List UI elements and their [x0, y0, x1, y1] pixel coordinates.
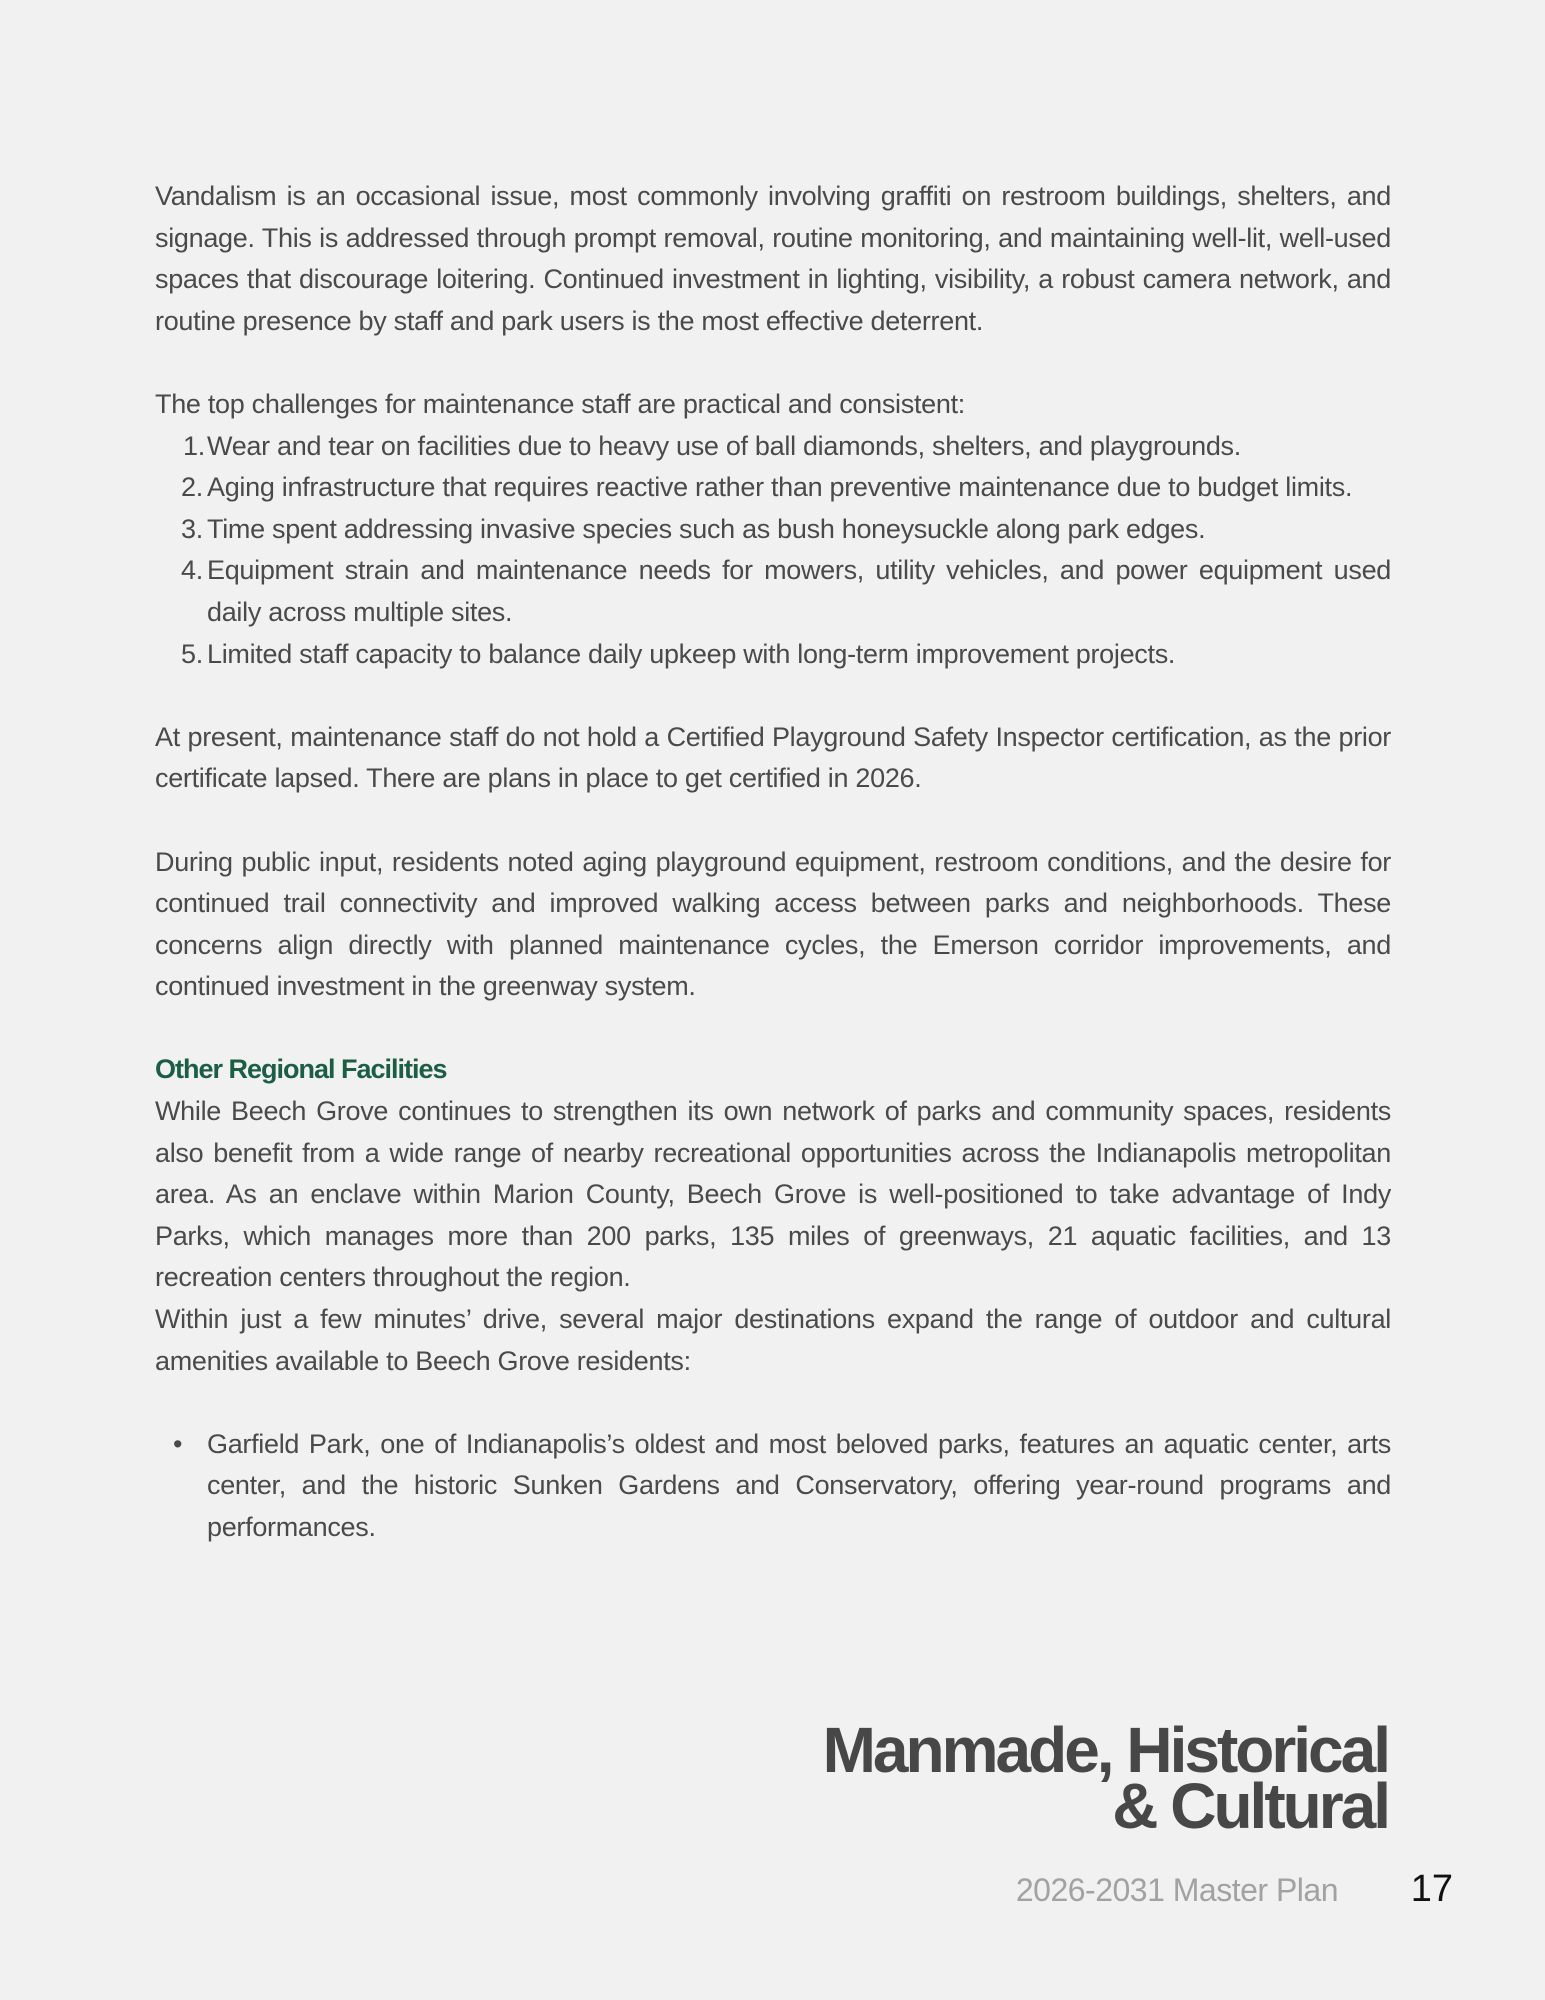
challenges-intro: The top challenges for maintenance staff are practical and consistent: — [155, 388, 965, 419]
list-number: 2. — [181, 472, 203, 503]
list-item-text: Aging infrastructure that requires reactive rather than preventive maintenance due to budget limits. — [207, 472, 1353, 503]
list-item-text: Time spent addressing invasive species such as bush honeysuckle along park edges. — [207, 513, 1206, 544]
list-item — [155, 634, 1391, 676]
list-item — [155, 550, 1391, 633]
bullet-icon: • — [173, 1428, 183, 1459]
certification-paragraph: At present, maintenance staff do not hold a Certified Playground Safety Inspector certification, as the prior certificate lapsed. There are plans in place to get certified in 2026. — [155, 721, 1391, 794]
list-number: 1. — [183, 430, 205, 461]
plan-label: 2026-2031 Master Plan — [1015, 1872, 1338, 1908]
list-item-text: Garfield Park, one of Indianapolis’s oldest and most beloved parks, features an aquatic center, arts center, and the historic Sunken Gardens and Conservatory, offering year-round programs and performances. — [207, 1428, 1391, 1542]
list-number: 4. — [181, 555, 203, 586]
chapter-title — [822, 1714, 1388, 1842]
destinations-list — [155, 1424, 1391, 1549]
challenges-list — [155, 426, 1391, 676]
list-item-text: Limited staff capacity to balance daily upkeep with long-term improvement projects. — [207, 638, 1176, 669]
list-item — [155, 467, 1391, 509]
list-item — [155, 1424, 1391, 1549]
vandalism-paragraph: Vandalism is an occasional issue, most commonly involving graffiti on restroom buildings, shelters, and signage. This is addressed through prompt removal, routine monitoring, and maintaining well-lit, well-used spaces that discourage loitering. Continued investment in lighting, visibility, a robust camera network, and routine presence by staff and park users is the most effective deterrent. — [155, 181, 1391, 336]
list-number: 5. — [181, 638, 203, 669]
list-number: 3. — [181, 513, 203, 544]
regional-paragraph-1: While Beech Grove continues to strengthen its own network of parks and community spaces, residents also benefit from a wide range of nearby recreational opportunities across the Indianapolis metropolitan area. As an enclave within Marion County, Beech Grove is well-positioned to take advantage of Indy Parks, which manages more than 200 parks, 135 miles of greenways, 21 aquatic facilities, and 13 recreation centers throughout the region. — [155, 1096, 1391, 1293]
section-heading: Other Regional Facilities — [155, 1054, 447, 1085]
list-item — [155, 426, 1391, 468]
regional-paragraph-2: Within just a few minutes’ drive, several major destinations expand the range of outdoor and cultural amenities available to Beech Grove residents: — [155, 1304, 1391, 1376]
public-input-paragraph: During public input, residents noted aging playground equipment, restroom conditions, and the desire for continued trail connectivity and improved walking access between parks and neighborhoods. These concerns align directly with planned maintenance cycles, the Emerson corridor improvements, and continued investment in the greenway system. — [155, 846, 1391, 1002]
chapter-title-line-2: & Cultural — [1112, 1770, 1388, 1842]
list-item-text: Wear and tear on facilities due to heavy use of ball diamonds, shelters, and playgrounds. — [207, 430, 1241, 461]
chapter-title-line-1: Manmade, Historical — [822, 1714, 1388, 1786]
list-item-text: Equipment strain and maintenance needs for mowers, utility vehicles, and power equipment used daily across multiple sites. — [207, 555, 1391, 627]
page-number: 17 — [1410, 1868, 1453, 1910]
page-content — [155, 176, 1391, 1549]
list-item — [155, 509, 1391, 551]
